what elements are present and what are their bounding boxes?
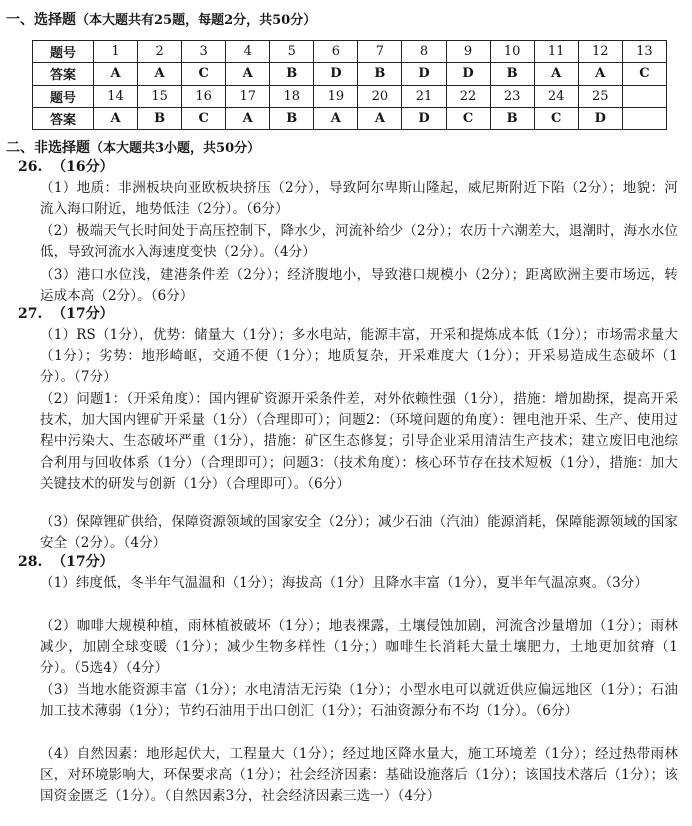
number-cell: 6 [314, 41, 358, 63]
q27-part-3: （3）保障锂矿供给，保障资源领域的国家安全（2分）；减少石油（汽油）能源消耗，保障能源领域的国家安全（2分）。（4分） [40, 514, 678, 552]
answer-cell: A [578, 63, 622, 85]
answer-row [33, 107, 667, 129]
answer-cell [622, 107, 666, 129]
question-number-row [33, 85, 667, 107]
number-cell: 16 [182, 85, 226, 107]
q28-part-3: （3）当地水能资源丰富（1分）；水电清洁无污染（1分）；小型水电可以就近供应偏远地区（1分）；石油加工技术薄弱（1分）；节约石油用于出口创汇（1分）；石油资源分布不均（1分）。（6分） [40, 682, 678, 720]
answer-cell: A [94, 107, 138, 129]
answer-table-body [33, 41, 667, 130]
answer-cell: B [490, 63, 534, 85]
section1-title: 一、选择题 [6, 12, 76, 28]
row-label: 答案 [33, 107, 94, 129]
answer-cell: B [358, 63, 402, 85]
section2-heading [6, 139, 260, 158]
question-number-row [33, 41, 667, 63]
answer-row [33, 63, 667, 85]
question-score: （17分） [52, 306, 114, 322]
number-cell: 1 [94, 41, 138, 63]
number-cell: 20 [358, 85, 402, 107]
q27-part-1: （1）RS（1分），优势：储量大（1分）；多水电站，能源丰富，开采和提炼成本低（1分）；市场需求量大（1分）；劣势：地形崎岖，交通不便（1分）；地质复杂，开采难度大（1分）；开采易造成生态破坏（1分）。（7分） [40, 327, 678, 386]
q26-part-2: （2）极端天气长时间处于高压控制下，降水少，河流补给少（2分）；农历十六潮差大，退潮时，海水水位低，导致河流水入海速度变快（2分）。（4分） [40, 223, 678, 261]
number-cell: 3 [182, 41, 226, 63]
number-cell: 2 [138, 41, 182, 63]
number-cell: 14 [94, 85, 138, 107]
answer-cell: B [490, 107, 534, 129]
question-28-header [18, 552, 114, 572]
number-cell: 12 [578, 41, 622, 63]
section2-title: 二、非选择题 [6, 140, 90, 156]
answer-cell: D [402, 107, 446, 129]
number-cell: 24 [534, 85, 578, 107]
answer-cell: C [534, 107, 578, 129]
answer-cell: D [578, 107, 622, 129]
answer-cell: A [314, 107, 358, 129]
number-cell: 15 [138, 85, 182, 107]
answer-cell: C [622, 63, 666, 85]
number-cell: 9 [446, 41, 490, 63]
answer-cell: B [270, 107, 314, 129]
answer-cell: A [534, 63, 578, 85]
answer-cell: A [94, 63, 138, 85]
number-cell: 5 [270, 41, 314, 63]
question-score: （16分） [52, 159, 114, 175]
row-label: 答案 [33, 63, 94, 85]
section1-heading [6, 11, 316, 30]
q28-part-2: （2）咖啡大规模种植，雨林植被破坏（1分）；地表裸露，土壤侵蚀加剧，河流含沙量增加（1分）；雨林减少，加剧全球变暖（1分）；减少生物多样性（1分；）咖啡生长消耗大量土壤肥力，土地更加贫瘠（1分）。（5选4）（4分） [40, 618, 678, 677]
answer-cell: D [446, 63, 490, 85]
number-cell: 23 [490, 85, 534, 107]
row-label: 题号 [33, 41, 94, 63]
answer-cell: A [358, 107, 402, 129]
answer-cell: A [226, 63, 270, 85]
question-number: 26. [18, 159, 43, 175]
answer-cell: C [182, 63, 226, 85]
answer-cell: C [446, 107, 490, 129]
number-cell: 18 [270, 85, 314, 107]
row-label: 题号 [33, 85, 94, 107]
number-cell: 11 [534, 41, 578, 63]
q26-part-1: （1）地质：非洲板块向亚欧板块挤压（2分），导致阿尔卑斯山隆起，威尼斯附近下陷（2分）；地貌：河流入海口附近，地势低洼（2分）。（6分） [40, 180, 678, 218]
number-cell: 10 [490, 41, 534, 63]
number-cell: 21 [402, 85, 446, 107]
number-cell: 7 [358, 41, 402, 63]
section1-note: （本大题共有25题，每题2分，共50分） [76, 13, 317, 28]
number-cell: 22 [446, 85, 490, 107]
q26-part-3: （3）港口水位浅，建港条件差（2分）；经济腹地小，导致港口规模小（2分）；距离欧洲主要市场远，转运成本高（2分）。（6分） [40, 267, 678, 305]
answer-cell: C [182, 107, 226, 129]
question-number: 28. [18, 554, 43, 570]
question-score: （17分） [52, 554, 114, 570]
number-cell: 19 [314, 85, 358, 107]
question-26-header [18, 157, 114, 177]
answer-cell: D [314, 63, 358, 85]
number-cell [622, 85, 666, 107]
number-cell: 17 [226, 85, 270, 107]
question-number: 27. [18, 306, 43, 322]
answer-table [32, 40, 667, 130]
number-cell: 13 [622, 41, 666, 63]
q27-part-2: （2）问题1：（开采角度）：国内锂矿资源开采条件差，对外依赖性强（1分），措施：增加勘探，提高开采技术，加大国内锂矿开采量（1分）（合理即可）；问题2：（环境问题的角度）：锂电池开采、生产、使用过程中污染大、生态破坏严重（1分），措施：矿区生态修复；引导企业采用清洁生产技术；建立废旧电池综合利用与回收体系（1分）（合理即可）；问题3：（技术角度）：核心环节存在技术短板（1分），措施：加大关键技术的研发与创新（1分）（合理即可）。（6分） [40, 391, 678, 492]
number-cell: 25 [578, 85, 622, 107]
answer-cell: A [138, 63, 182, 85]
q28-part-4: （4）自然因素：地形起伏大，工程量大（1分）；经过地区降水量大，施工环境差（1分）；经过热带雨林区，对环境影响大，环保要求高（1分）；社会经济因素：基础设施落后（1分）；该国技术落后（1分）；该国资金匮乏（1分）。（自然因素3分，社会经济因素三选一）（4分） [40, 746, 678, 805]
q28-part-1: （1）纬度低，冬半年气温温和（1分）；海拔高（1分）且降水丰富（1分），夏半年气温凉爽。（3分） [40, 575, 648, 591]
section2-note: （本大题共3小题，共50分） [90, 141, 261, 156]
answer-cell: D [402, 63, 446, 85]
question-27-header [18, 304, 114, 324]
answer-cell: A [226, 107, 270, 129]
number-cell: 4 [226, 41, 270, 63]
answer-cell: B [138, 107, 182, 129]
answer-cell: B [270, 63, 314, 85]
number-cell: 8 [402, 41, 446, 63]
